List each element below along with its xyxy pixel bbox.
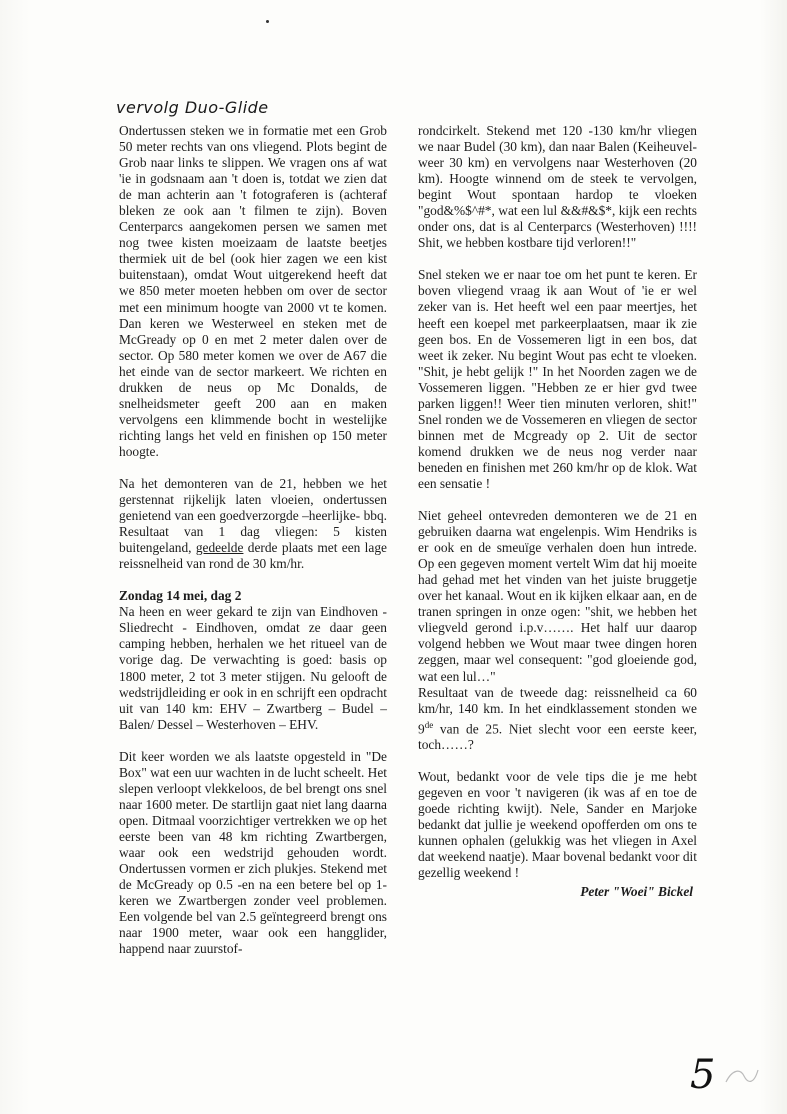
page-number: 5: [690, 1052, 716, 1098]
right-paragraph-2: Snel steken we er naar toe om het punt te keren. Er boven vliegend vraag ik aan Wout of 'ie er wel zeker van is. Het heeft wel een paar meertjes, het heeft een koepel met parkeerplaatsen, maar ik zie geen bos. En de Vossemeren ligt in een bos, dat weet ik zeker. Nu begint Wout pas echt te vloeken. "Shit, je hebt gelijk !" In het Noorden zagen we de Vossemeren liggen. "Hebben ze er hier gvd twee parken liggen!! Weer tien minuten verloren, shit!" Snel ronden we de Vossemeren en vliegen de sector binnen met de Mcgready op 2. Uit de sector komend drukken we de neus nog verder naar beneden en finishen met 260 km/hr op de klok. Wat een sensatie !: [418, 267, 697, 491]
right-paragraph-4-start: Resultaat van de tweede dag: reissnelheid ca 60 km/hr, 140 km. In het eindklassement stonden we 9: [418, 684, 697, 737]
day-2-heading: Zondag 14 mei, dag 2: [119, 588, 242, 604]
left-paragraph-1: Ondertussen steken we in formatie met een Grob 50 meter rechts van ons vliegend. Plots begint de Grob naar links te slippen. We vragen ons af wat 'ie in godsnaam aan 't doen is, totdat we zien dat de man achterin aan 't fotograferen is (achteraf bleken ze ook aan 't filmen te zijn). Boven Centerparcs aangekomen persen we samen met nog twee kisten moeizaam de laatste beetjes thermiek uit de bel (ook hier zagen we een kist buitenstaan), omdat Wout uitgerekend heeft dat we 850 meter moeten hebben om over de sector met een minimum hoogte van 2000 vt te komen. Dan keren we Westerweel en steken met de McGready op 0 en met 2 meter dalen over de sector. Op 580 meter komen we over de A67 die het einde van de sector markeert. We richten en drukken de neus op Mc Donalds, de snelheidsmeter geeft 200 aan en maken vervolgens een klimmende bocht in westelijke richting langs het veld en finishen op 150 meter hoogte.: [119, 123, 387, 459]
right-paragraph-4: [418, 685, 697, 754]
handwritten-heading: vervolg Duo-Glide: [116, 98, 269, 117]
right-paragraph-3: Niet geheel ontevreden demonteren we de 21 en gebruiken daarna wat engelenpis. Wim Hendriks is er ook en de smeuïge verhalen doen hun intrede. Op een gegeven moment vertelt Wim dat hij moeite had gehad met het vinden van het juiste bruggetje over het kanaal. Wout en ik kijken elkaar aan, en de tranen springen in onze ogen: "shit, we hebben het vliegveld gerond i.p.v……. Het half uur daarop volgend hebben we Wout maar twee dingen horen zeggen, maar wel consequent: "god gloeiende god, wat een lul…": [418, 508, 697, 684]
left-paragraph-2-end: derde plaats met een lage reissnelheid van rond de 30 km/hr.: [119, 540, 387, 572]
right-paragraph-4-end: van de 25. Niet slecht voor een eerste keer, toch……?: [418, 721, 697, 753]
underlined-word: gedeelde: [195, 540, 244, 556]
speck: [266, 20, 269, 23]
right-column: [418, 123, 697, 900]
author-signature: Peter "Woei" Bickel: [580, 883, 693, 899]
left-column: [119, 123, 387, 973]
right-paragraph-5: Wout, bedankt voor de vele tips die je me hebt gegeven en voor 't navigeren (ik was af en toe de goede richting kwijt). Nele, Sander en Marjoke bedankt dat jullie je weekend opofferden om ons te kunnen ophalen (gelukkig was het vliegen in Axel dat weekend naatje). Maar bovenal bedankt voor dit gezellig weekend !: [418, 769, 697, 881]
ordinal-suffix: de: [424, 719, 434, 730]
left-paragraph-3: Na heen en weer gekard te zijn van Eindhoven - Sliedrecht - Eindhoven, omdat ze daar geen camping hebben, herhalen we het ritueel van de vorige dag. De verwachting is goed: basis op 1800 meter, 2 tot 3 meter stijgen. Nu gelooft de wedstrijdleiding er ook in en schrijft een opdracht uit van 140 km: EHV – Zwartberg – Budel – Balen/ Dessel – Westerhoven – EHV.: [119, 604, 387, 732]
left-paragraph-2-start: Na het demonteren van de 21, hebben we het gerstennat rijkelijk laten vloeien, ondertussen genietend van een goedverzorgde –heerlijke- bbq. Resultaat van 1 dag vliegen: 5 kisten buitengeland,: [119, 475, 387, 556]
left-paragraph-4: Dit keer worden we als laatste opgesteld in "De Box" wat een uur wachten in de lucht scheelt. Het slepen verloopt vlekkeloos, de bel brengt ons snel naar 1600 meter. De startlijn gaat niet lang daarna open. Ditmaal voorzichtiger vertrekken we op het eerste been van 48 km richting Zwartbergen, waar ook een wedstrijd gehouden wordt. Ondertussen vormen er zich plukjes. Stekend met de McGready op 0.5 -en na een betere bel op 1- keren we Zwartbergen zonder veel problemen. Een volgende bel van 2.5 geïntegreerd brengt ons naar 1900 meter, waar ook een hangglider, happend naar zuurstof-: [119, 748, 387, 957]
left-paragraph-2: [119, 476, 387, 572]
pen-scribble: [722, 1060, 762, 1090]
right-paragraph-1: rondcirkelt. Stekend met 120 -130 km/hr vliegen we naar Budel (30 km), dan naar Balen (Keiheuvel- weer 30 km) en vervolgens naar Westerhoven (20 km). Hoogte winnend om de steek te vervolgen, begint Wout spontaan hardop te vloeken "god&%$^#*, wat een lul &&#&$*, kijk een rechts onder ons, dat is al Centerparcs (Westerhoven) !!!! Shit, we hebben kostbare tijd verloren!!": [418, 123, 697, 251]
